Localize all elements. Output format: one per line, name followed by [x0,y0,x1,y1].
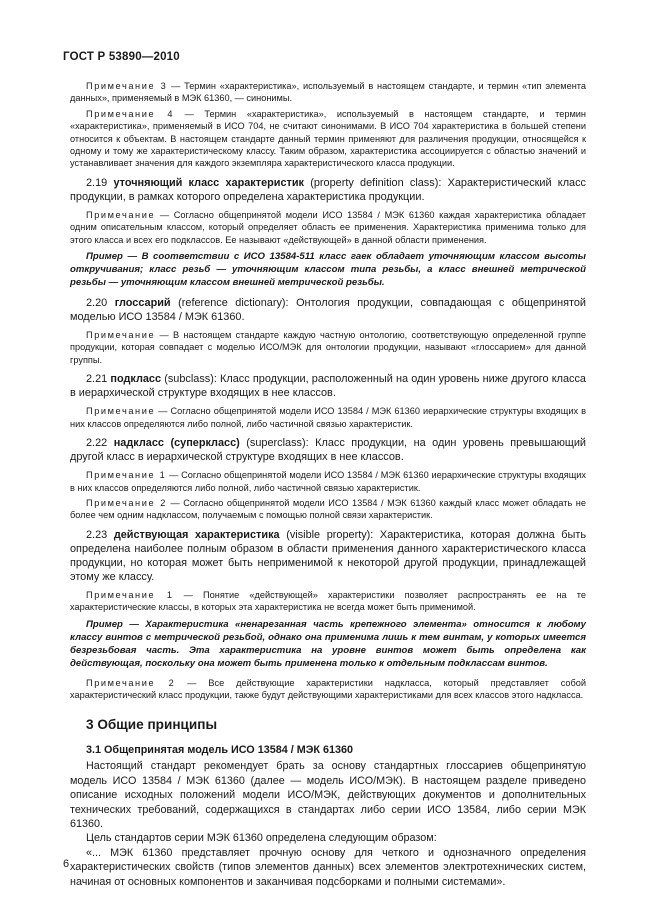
term-2-20-note: Примечание — В настоящем стандарте каждую частную онтологию, соответствующую определенной группе продукции, которая совпадает с моделью ИСО/МЭК для онтологии продукции, называют «глоссарием» для данной группы. [70,330,586,365]
term-2-20-title: глоссарий [114,297,171,310]
term-2-23-note-2: Примечание 2 — Все действующие характеристики надкласса, который представляет собой характеристический класс продукции, также будут действующими характеристиками для всех классов этого надкласса. [70,677,586,700]
section-3-1-para-3: «... МЭК 61360 представляет прочную основу для четкого и однозначного определения характеристических свойств (типов элементов данных) всех элементов электротехнических систем, начиная от основных компонентов и заканчивая подсборками и полными системами». [70,846,586,888]
term-2-20: 2.20 глоссарий (reference dictionary): Онтология продукции, совпадающая с общепринятой моделью ИСО 13584 / МЭК 61360. [70,297,586,324]
term-2-22: 2.22 надкласс (суперкласс) (superclass): Класс продукции, на один уровень превышающий другой класс в иерархической структуре входящих в нее классов. [70,437,586,464]
term-2-19-note: Примечание — Согласно общепринятой модели ИСО 13584 / МЭК 61360 каждая характеристика обладает одним описательным классом, который определяет область ее применения. Характеристика применима только для этого класса и всех его подклассов. Ее называют «действующей» в данной области применения. [70,209,586,245]
term-2-23: 2.23 действующая характеристика (visible property): Характеристика, которая должна быть определена наиболее полным образом в области применения данного характеристического класса продукции, но которая может быть неприменимой к некоторой другой продукции, принадлежащей этому же классу. [70,528,586,583]
term-2-22-note-1: Примечание 1 — Согласно общепринятой модели ИСО 13584 / МЭК 61360 иерархические структуры входящих в них классов определяются либо полной, либо частичной связью характеристик. [70,470,586,493]
term-2-21-title: подкласс [110,373,162,386]
term-2-19-title: уточняющий класс характеристик [113,176,305,189]
term-2-21-note: Примечание — Согласно общепринятой модели ИСО 13584 / МЭК 61360 иерархические структуры входящих в них классов определяются либо полной, либо частичной связью характеристик. [70,406,586,429]
page-number: 6 [63,858,70,870]
term-2-22-title: надкласс (суперкласс) [113,437,240,450]
section-3-1-para-2: Цель стандартов серии МЭК 61360 определена следующим образом: [86,832,437,845]
term-2-23-title: действующая характеристика [113,528,280,541]
note-4: Примечание 4 — Термин «характеристика», используемый в настоящем стандарте, и термин «характеристика», применяемый в ИСО 704, не считают синонимами. В ИСО 704 характеристика в большей степени относится к объектам. В настоящем стандарте данный термин применяют для различения продукции, относящейся к одному и тому же характеристическому классу. Таким образом, характеристика ассоциируется с областью значений и устанавливает значения для каждого экземпляра характеристического класса продукции. [70,108,587,169]
document-header: ГОСТ Р 53890—2010 [63,51,180,63]
term-2-23-note-1: Примечание 1 — Понятие «действующей» характеристики позволяет распространять ее на те характеристические классы, в которых эта характеристика не всегда может быть применимой. [70,589,586,613]
note-3: Примечание 3 — Термин «характеристика», используемый в настоящем стандарте, и термин «тип элемента данных», применяемый в МЭК 61360, — синонимы. [70,81,586,104]
section-3-title: 3 Общие принципы [86,717,218,733]
term-2-19-example: Пример — В соответствии с ИСО 13584-511 класс гаек обладает уточняющим классом высоты откручивания; класс резьб — уточняющим классом типа резьбы, а класс внешней метрической резьбы — уточняющим классом внешней метрической резьбы. [70,251,586,289]
term-2-19: 2.19 уточняющий класс характеристик (property definition class): Характеристический класс продукции, в рамках которого определена характеристика продукции. [70,176,586,203]
page-content [70,80,586,889]
section-3-1-para-1: Настоящий стандарт рекомендует брать за основу стандартных глоссариев общепринятую модель ИСО 13584 / МЭК 61360 (далее — модель ИСО/МЭК). В настоящем разделе приведено описание исходных положений модели ИСО/МЭК, действующих документов и дополнительных технических требований, содержащихся в стандартах либо серии ИСО 13584, либо серии МЭК 61360. [70,760,586,830]
term-2-23-example: Пример — Характеристика «ненарезанная часть крепежного элемента» относится к любому классу винтов с метрической резьбой, однако она применима лишь к тем винтам, у которых имеется безрезьбовая часть. Эта характеристика на уровне винтов может быть определена как действующая, поскольку она может быть применена только к отдельным подклассам винтов. [70,618,586,669]
section-3-1-title: 3.1 Общепринятая модель ИСО 13584 / МЭК 61360 [86,744,354,757]
term-2-21: 2.21 подкласс (subclass): Класс продукции, расположенный на один уровень ниже другого класса в иерархической структуре входящих в нее классов. [70,373,586,400]
term-2-22-note-2: Примечание 2 — Согласно общепринятой модели ИСО 13584 / МЭК 61360 каждый класс может обладать не более чем одним надклассом, получаемым с помощью полной связи характеристик. [70,497,586,521]
